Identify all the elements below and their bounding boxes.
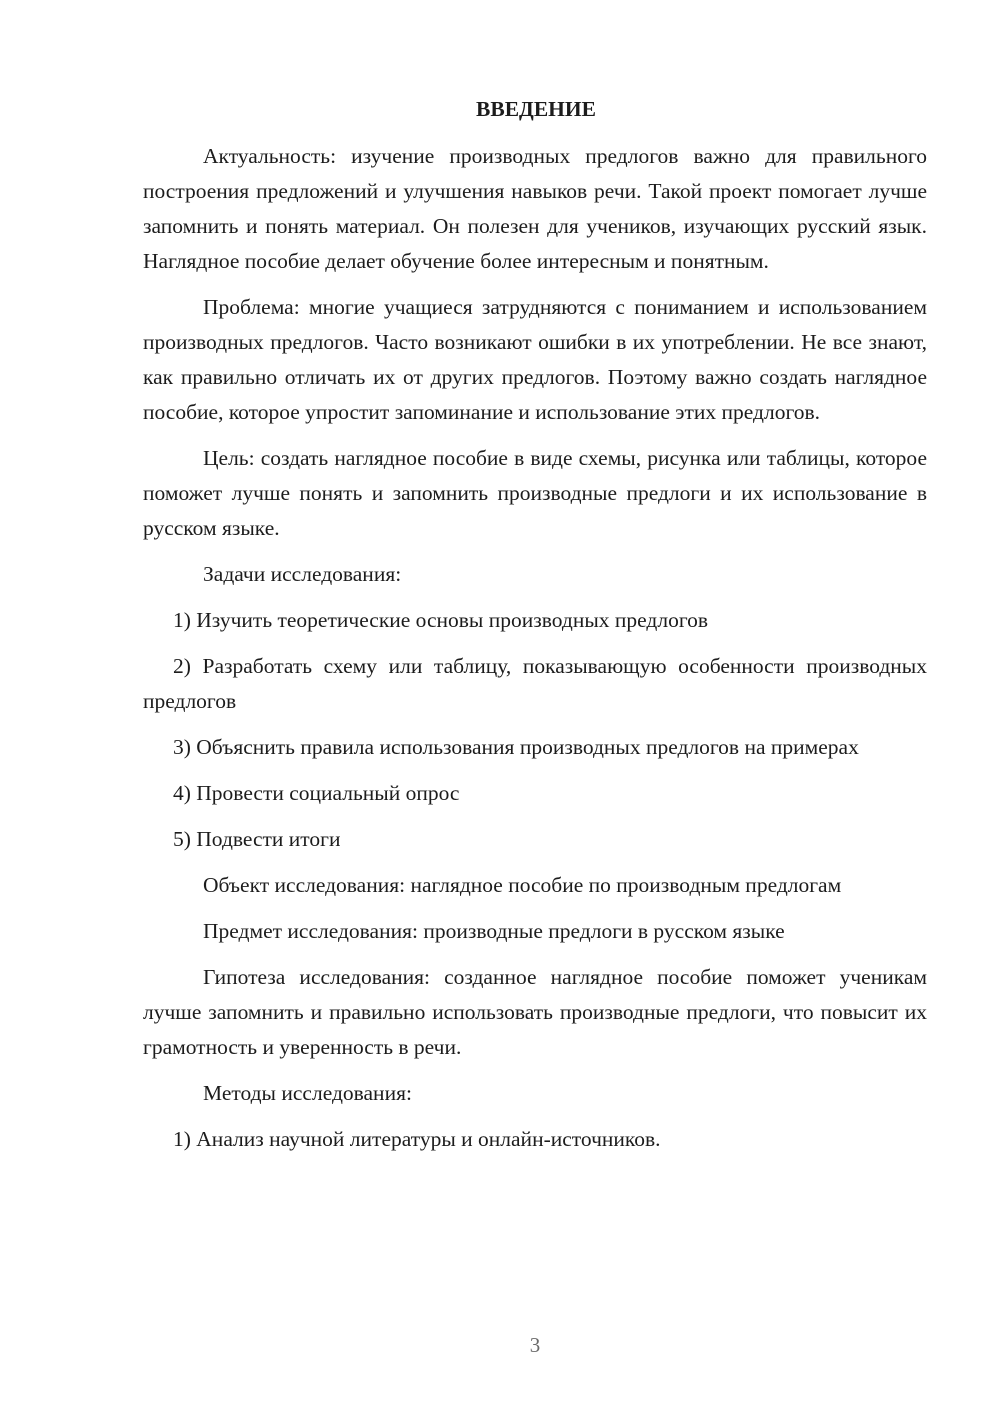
goal-paragraph: Цель: создать наглядное пособие в виде схемы, рисунка или таблицы, которое поможет лучше понять и запомнить производные предлоги и их использование в русском языке. (143, 446, 927, 540)
problem-paragraph: Проблема: многие учащиеся затрудняются с пониманием и использованием производных предлогов. Часто возникают ошибки в их употреблении. Не все знают, как правильно отличать их от других предлогов. Поэтому важно создать наглядное пособие, которое упростит запоминание и использование этих предлогов. (143, 295, 927, 424)
task-item: 3) Объяснить правила использования производных предлогов на примерах (173, 735, 859, 759)
page-number: 3 (529, 1333, 541, 1357)
object-paragraph: Объект исследования: наглядное пособие по производным предлогам (203, 873, 842, 897)
subject-paragraph: Предмет исследования: производные предлоги в русском языке (203, 919, 785, 943)
method-item: 1) Анализ научной литературы и онлайн-источников. (173, 1127, 661, 1151)
methods-heading: Методы исследования: (203, 1081, 412, 1105)
page-title: ВВЕДЕНИЕ (476, 97, 596, 121)
task-item: 2) Разработать схему или таблицу, показывающую особенности производных предлогов (143, 654, 927, 713)
task-item: 4) Провести социальный опрос (173, 781, 460, 805)
hypothesis-paragraph: Гипотеза исследования: созданное наглядное пособие поможет ученикам лучше запомнить и правильно использовать производные предлоги, что повысит их грамотность и уверенность в речи. (143, 965, 927, 1059)
task-item: 5) Подвести итоги (173, 827, 341, 851)
task-item: 1) Изучить теоретические основы производных предлогов (173, 608, 709, 632)
document-page (143, 92, 927, 1168)
tasks-heading: Задачи исследования: (203, 562, 402, 586)
relevance-paragraph: Актуальность: изучение производных предлогов важно для правильного построения предложений и улучшения навыков речи. Такой проект помогает лучше запомнить и понять материал. Он полезен для учеников, изучающих русский язык. Наглядное пособие делает обучение более интересным и понятным. (143, 144, 927, 273)
